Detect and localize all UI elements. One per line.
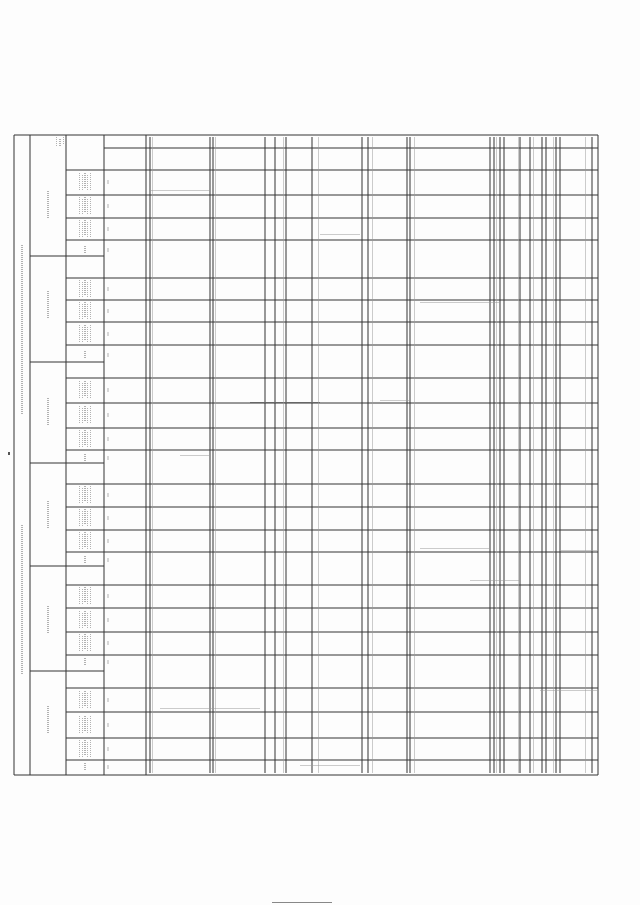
header-cell-text bbox=[79, 532, 90, 550]
header-cell-text bbox=[79, 302, 90, 320]
header-cell-text bbox=[79, 197, 90, 215]
header-cell-text bbox=[79, 220, 90, 238]
header-cell-text bbox=[79, 406, 90, 424]
header-cell-text bbox=[57, 137, 64, 147]
header-cell-text bbox=[79, 486, 90, 504]
column-header-text bbox=[22, 137, 108, 771]
scan-artifact bbox=[8, 452, 10, 455]
header-cell-text bbox=[79, 611, 90, 629]
header-cell-text bbox=[79, 381, 90, 399]
header-cell-text bbox=[79, 634, 90, 652]
header-cell-text bbox=[79, 587, 90, 605]
scan-artifact bbox=[272, 902, 332, 903]
table-grid bbox=[14, 135, 598, 775]
header-cell-text bbox=[79, 325, 90, 343]
header-cell-text bbox=[79, 716, 90, 734]
header-cell-text bbox=[79, 740, 90, 758]
header-cell-text bbox=[79, 430, 90, 448]
header-cell-text bbox=[79, 509, 90, 527]
header-cell-text bbox=[79, 691, 90, 709]
header-cell-text bbox=[79, 173, 90, 191]
header-cell-text bbox=[79, 280, 90, 298]
